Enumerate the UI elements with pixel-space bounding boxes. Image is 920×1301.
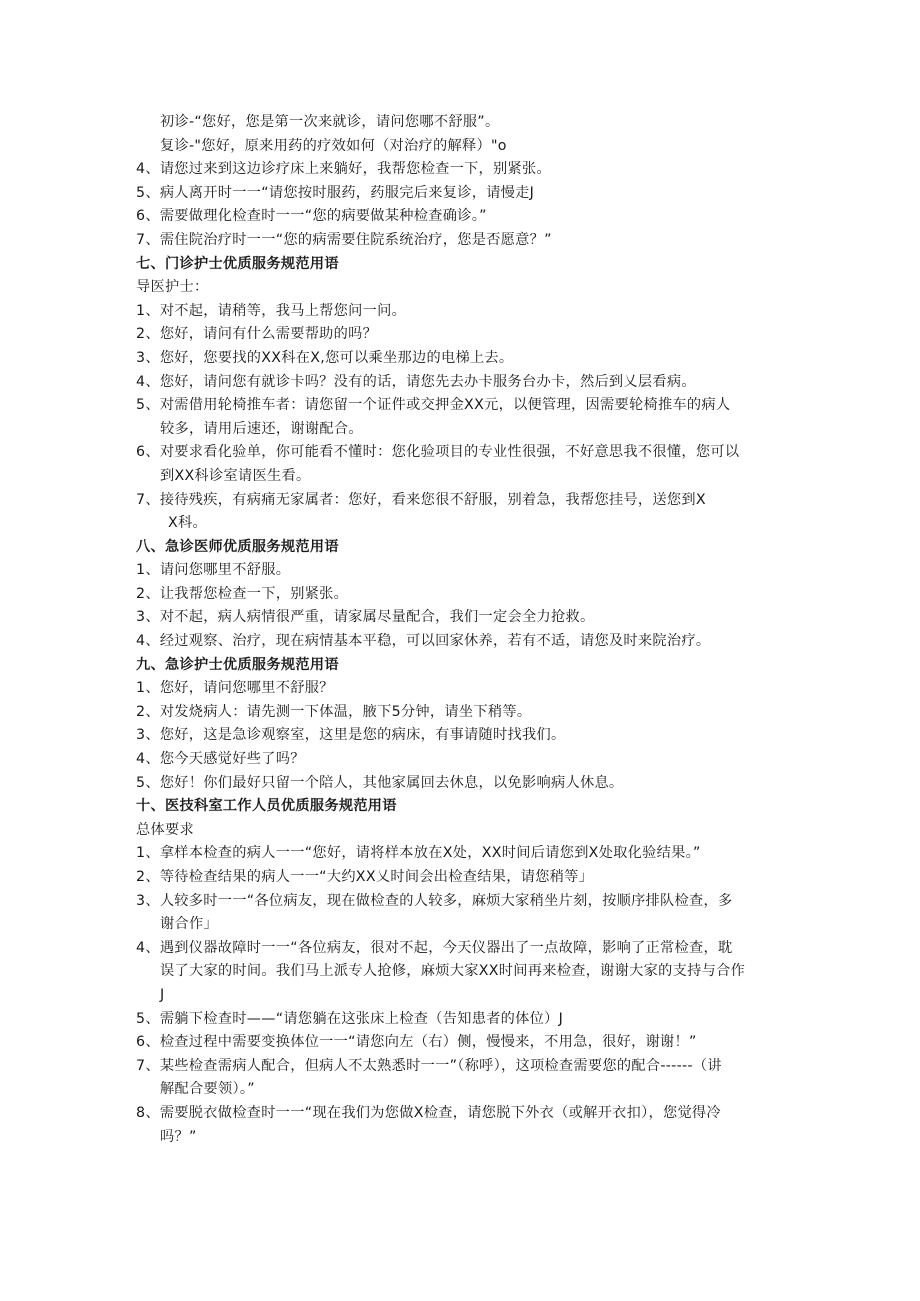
list-item: 3、人较多时一一“各位病友，现在做检查的人较多，麻烦大家稍坐片刻，按顺序排队检查，多 xyxy=(136,892,733,909)
text-line: 复诊-"您好，原来用药的疗效如何（对治疗的解释）"o xyxy=(160,137,507,154)
list-item: 4、您好，请问您有就诊卡吗？没有的话，请您先去办卡服务台办卡，然后到乂层看病。 xyxy=(136,373,696,390)
list-item: 2、等待检查结果的病人一一“大约XX乂时间会出检查结果，请您稍等」 xyxy=(136,869,594,885)
section-heading: 八、急诊医师优质服务规范用语 xyxy=(136,538,339,555)
list-item-continuation: J xyxy=(160,986,165,1003)
list-item: 3、您好，您要找的XX科在X,您可以乘坐那边的电梯上去。 xyxy=(136,349,514,366)
section-heading: 九、急诊护士优质服务规范用语 xyxy=(136,656,339,673)
document-body xyxy=(136,111,786,1149)
text-line: 初诊-“您好，您是第一次来就诊，请问您哪不舒服”。 xyxy=(160,114,500,130)
list-item: 5、对需借用轮椅推车者：请您留一个证件或交押金XX元，以便管理，因需要轮椅推车的病人 xyxy=(136,397,731,414)
list-item-continuation: 到XX科诊室请医生看。 xyxy=(160,467,311,484)
list-item-continuation: 解配合要领）。” xyxy=(160,1081,255,1098)
list-item: 1、请问您哪里不舒服。 xyxy=(136,562,291,579)
list-item: 7、接待残疾，有病痛无家属者：您好，看来您很不舒服，别着急，我帮您挂号，送您到X xyxy=(136,491,706,508)
list-item: 1、对不起，请稍等，我马上帮您问一问。 xyxy=(136,302,407,319)
section-heading: 七、门诊护士优质服务规范用语 xyxy=(136,255,339,272)
subheading: 总体要求 xyxy=(136,821,194,838)
list-item: 2、您好，请问有什么需要帮助的吗？ xyxy=(136,326,378,343)
list-item: 2、对发烧病人：请先测一下体温，腋下5分钟，请坐下稍等。 xyxy=(136,703,532,720)
list-item: 3、对不起，病人病情很严重，请家属尽量配合，我们一定会全力抢救。 xyxy=(136,609,595,626)
list-item: 6、需要做理化检查时一一“您的病要做某种检查确诊。” xyxy=(136,208,487,225)
list-item-continuation: 误了大家的时间。我们马上派专人抢修，麻烦大家XX时间再来检查，谢谢大家的支持与合作 xyxy=(160,963,746,980)
list-item: 7、需住院治疗时一一“您的病需要住院系统治疗，您是否愿意？” xyxy=(136,231,552,248)
list-item: 1、您好，请问您哪里不舒服？ xyxy=(136,680,334,697)
list-item-continuation: 吗？” xyxy=(160,1128,197,1145)
list-item: 4、您今天感觉好些了吗？ xyxy=(136,751,305,768)
subheading: 导医护士： xyxy=(136,279,209,296)
list-item: 3、您好，这是急诊观察室，这里是您的病床，有事请随时找我们。 xyxy=(136,727,566,744)
list-item: 4、请您过来到这边诊疗床上来躺好，我帮您检查一下，别紧张。 xyxy=(136,161,551,178)
section-heading: 十、医技科室工作人员优质服务规范用语 xyxy=(136,798,397,815)
list-item: 7、某些检查需病人配合，但病人不太熟悉时一一”（称呼），这项检查需要您的配合------（讲 xyxy=(136,1057,722,1074)
list-item: 6、对要求看化验单，你可能看不懂时：您化验项目的专业性很强，不好意思我不很懂，您可以 xyxy=(136,444,740,461)
list-item: 6、检查过程中需要变换体位一一“请您向左（右）侧，慢慢来，不用急，很好，谢谢！” xyxy=(136,1034,697,1051)
list-item: 5、您好！你们最好只留一个陪人，其他家属回去休息，以免影响病人休息。 xyxy=(136,774,624,791)
list-item-continuation: 谢合作」 xyxy=(160,916,218,933)
list-item: 5、病人离开时一一“请您按时服药，药服完后来复诊，请慢走J xyxy=(136,184,535,201)
list-item: 4、遇到仪器故障时一一“各位病友，很对不起，今天仪器出了一点故障，影响了正常检查，耽 xyxy=(136,939,733,956)
list-item: 8、需要脱衣做检查时一一“现在我们为您做X检查，请您脱下外衣（或解开衣扣），您觉得冷 xyxy=(136,1104,721,1121)
list-item: 4、经过观察、治疗，现在病情基本平稳，可以回家休养，若有不适，请您及时来院治疗。 xyxy=(136,633,711,650)
list-item-continuation: 较多，请用后速还，谢谢配合。 xyxy=(160,420,363,437)
list-item: 5、需躺下检查时——“请您躺在这张床上检查（告知患者的体位）J xyxy=(136,1010,564,1027)
list-item: 1、拿样本检查的病人一一“您好，请将样本放在X处，XX时间后请您到X处取化验结果。” xyxy=(136,845,701,862)
list-item: 2、让我帮您检查一下，别紧张。 xyxy=(136,585,349,602)
list-item-continuation: X科。 xyxy=(168,515,207,532)
